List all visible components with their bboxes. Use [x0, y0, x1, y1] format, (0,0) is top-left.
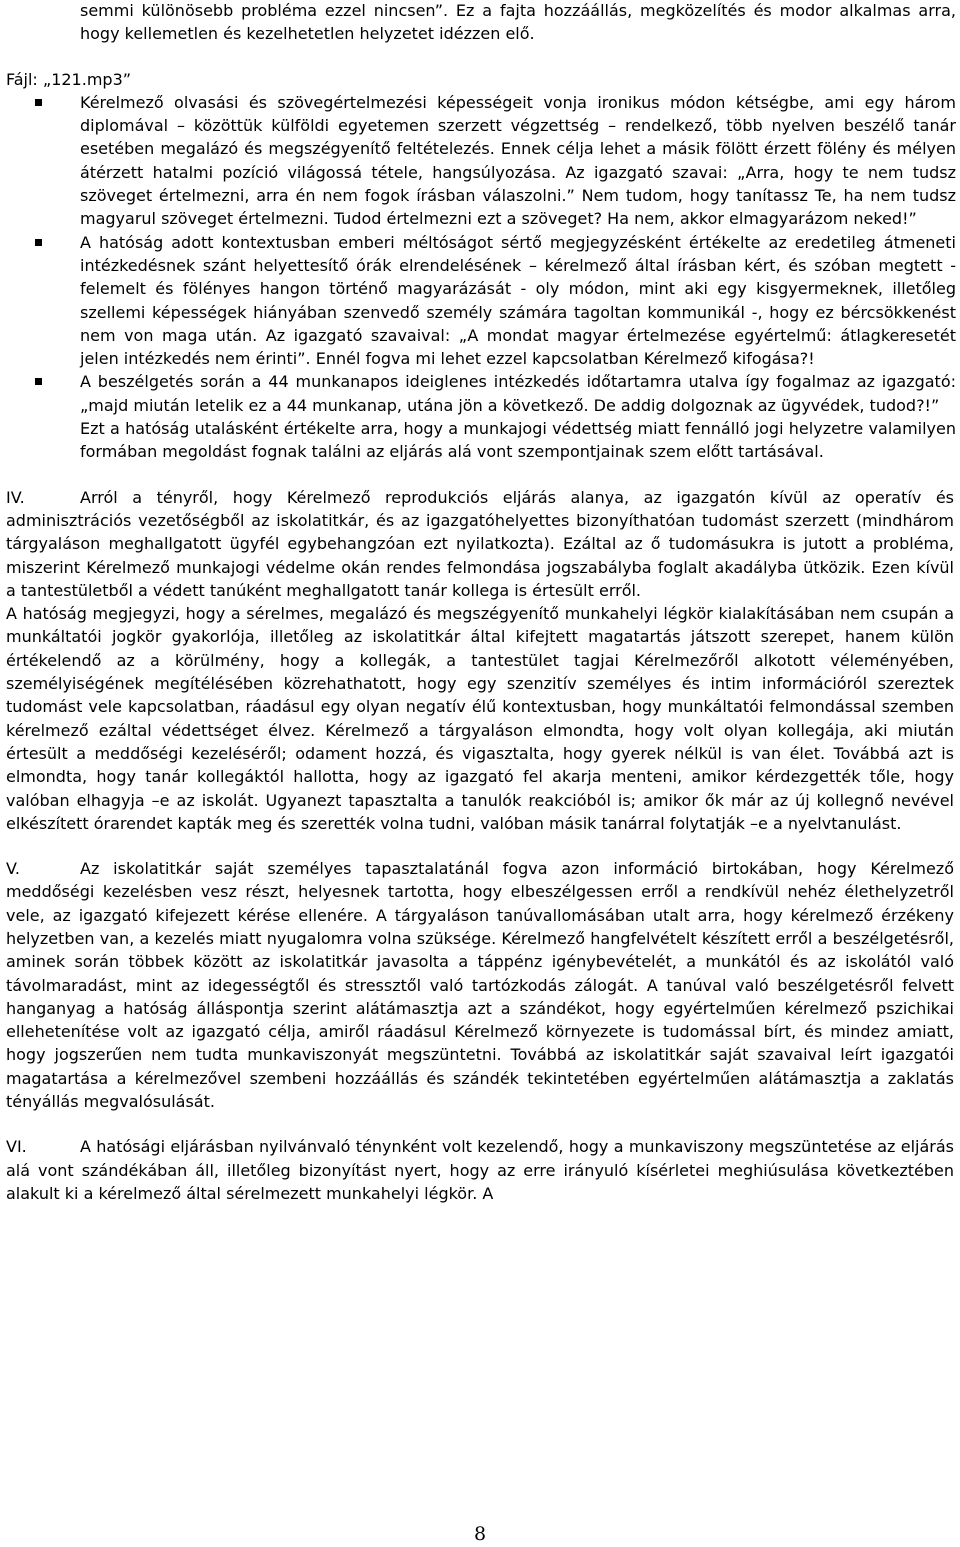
spacer [0, 46, 960, 68]
file-label: Fájl: „121.mp3” [6, 69, 132, 89]
intro-paragraph: semmi különösebb probléma ezzel nincsen”. Ez a fajta hozzáállás, megközelítés és modor alkalmas arra, hogy kellemetlen és kezelhetetlen helyzetet idézzen elő. [80, 1, 956, 44]
section-iv-paragraph-2: A hatóság megjegyzi, hogy a sérelmes, megalázó és megszégyenítő munkahelyi légkör kialakításában nem csupán a munkáltatói jogkör gyakorlója, illetőleg az iskolatitkár által kifejtett magatartás játszott szerepet, hanem külön értékelendő az a körülmény, hogy a kollegák, a tantestület tagjai Kérelmezőről alkotott véleményében, személyiségének megítélésében közrehathatott, hogy egy szenzitív személyes és intim információról szereztek tudomást vele kapcsolatban, ráadásul egy olyan negatív élű kontextusban, hogy munkáltatói felmondással szemben kérelmező ezáltal védettséget élvez. Kérelmező a tárgyaláson elmondta, hogy volt olyan kollegája, aki miután értesült a meddőségi kezeléséről; odament hozzá, és vigasztalta, hogy gyerek nélkül is van élet. Továbbá azt is elmondta, hogy tanár kollegáktól hallotta, hogy az igazgató fel akarja menteni, amikor kérdezgették tőle, hogy valóban elhagyja –e az iskolát. Ugyanezt tapasztalta a tanulók reakcióból is; amikor ők már az új kollegnő nevével elkészített órarendet kapták meg és szerették volna tudni, valóban másik tanárral folytatják –e a nyelvtanulást. [6, 604, 954, 833]
page-number: 8 [473, 1523, 487, 1545]
bullet-item [0, 231, 960, 371]
bullet-item [0, 91, 960, 231]
square-bullet-icon [35, 99, 42, 106]
section-text: A hatósági eljárásban nyilvánvaló ténynként volt kezelendő, hogy a munkaviszony megszüntetése az eljárás alá vont szándékában áll, illetőleg bizonyítást nyert, hogy az erre irányuló kísérletei meghiúsulása következtében alakult ki a kérelmező által sérelmezett munkahelyi légkör. A [6, 1137, 954, 1203]
bullet-item [0, 370, 960, 417]
section-text: Az iskolatitkár saját személyes tapasztalatánál fogva azon információ birtokában, hogy Kérelmező meddőségi kezelésben vesz részt, helyesnek tartotta, hogy elbeszélgessen erről a rendkívül nehéz élethelyzetről vele, az igazgató kifejezett kérése ellenére. A tárgyaláson tanúvallomásában utalt arra, hogy kérelmező érzékeny helyzetben van, a kezelés miatt nyugalomra volna szüksége. Kérelmező hangfelvételt készített erről a beszélgetésről, aminek során többek között az iskolatitkár javasolta a táppénz igénybevételét, a munkától és az iskolától való távolmaradást, mint az idegességtől és stressztől való tartózkodás zálogát. A tanúval való beszélgetésről felvett hanganyag a hatóság álláspontja szerint alátámasztja azt a szándékot, hogy egyértelműen kérelmező pszichikai ellehetenítése volt az igazgató célja, amiről ráadásul Kérelmező környezete is tudomással bírt, és mindez amiatt, hogy jogszerűen nem tudta munkaviszonyát megszüntetni. Továbbá az iskolatitkár saját szavaival leírt igazgatói magatartása a kérelmezővel szembeni hozzáállás és szándék tekintetében egyértelműen alátámasztja a zaklatás tényállás megvalósulását. [6, 859, 954, 1112]
section-iv-paragraph [0, 486, 960, 602]
bullet-followup-paragraph: Ezt a hatóság utalásként értékelte arra, hogy a munkajogi védettség miatt fennálló jogi helyzetre valamilyen formában megoldást fognak találni az eljárás alá vont szempontjainak szem előtt tartásával. [80, 419, 956, 462]
spacer [0, 1113, 960, 1135]
square-bullet-icon [35, 378, 42, 385]
bullet-text: Kérelmező olvasási és szövegértelmezési képességeit vonja ironikus módon kétségbe, ami egy három diplomával – közöttük külföldi egyetemen szerzett végzettség – rendelkező, több nyelven beszélő tanár esetében megalázó és megszégyenítő feltételezés. Ennek célja lehet a másik fölött érzett fölény és mélyen átérzett hatalmi pozíció világossá tétele, hangsúlyozása. Az igazgató szavai: „Arra, hogy te nem tudsz szöveget értelmezni, arra én nem fogok írásban válaszolni.” Nem tudom, hogy tanítassz Te, ha nem tudsz magyarul szöveget értelmezni. Tudod értelmezni ezt a szöveget? Ha nem, akkor elmagyarázom neked!” [80, 92, 956, 229]
section-label: IV. [6, 487, 25, 507]
section-vi-paragraph [0, 1135, 960, 1205]
section-label: V. [6, 859, 20, 879]
section-label: VI. [6, 1137, 27, 1157]
bullet-text: A hatóság adott kontextusban emberi méltóságot sértő megjegyzésként értékelte az eredetileg átmeneti intézkedésnek szánt helyettesítő órák elrendelésének – kérelmező által írásban kért, és szóban megtett - felemelt és fölényes hangon történő magyarázását - oly módon, mint aki egy kisgyermeknek, illetőleg szellemi képességek hiányában szenvedő személy számára tagoltan kommunikál -, hogy ez bércsökkenést nem von maga után. Az igazgató szavaival: „A mondat magyar értelmezése egyértelmű: átlagkeresetét jelen intézkedés nem érinti”. Ennél fogva mi lehet ezzel kapcsolatban Kérelmező kifogása?! [80, 232, 956, 369]
bullet-text: A beszélgetés során a 44 munkanapos ideiglenes intézkedés időtartamra utalva így fogalmaz az igazgató: „majd miután letelik ez a 44 munkanap, utána jön a következő. De addig dolgoznak az ügyvédek, tudod?!” [80, 372, 956, 415]
spacer [0, 835, 960, 857]
section-text: Arról a tényről, hogy Kérelmező reprodukciós eljárás alanya, az igazgatón kívül az operatív és adminisztrációs vezetőségből az iskolatitkár, és az igazgatóhelyettes bizonyíthatóan tudomást szerzett (mindhárom tárgyaláson meghallgatott ügyfél egybehangzóan ezt nyilatkozta). Ezáltal az ő tudomásukra is jutott a probléma, miszerint Kérelmező munkajogi védelme okán rendes felmondása jogszabályba foglalt akadályba ütközik. Ezen kívül a tantestületből a védett tanúként meghallgatott tanár kollega is értesült erről. [6, 487, 954, 600]
spacer [0, 464, 960, 486]
section-v-paragraph [0, 857, 960, 1113]
square-bullet-icon [35, 239, 42, 246]
